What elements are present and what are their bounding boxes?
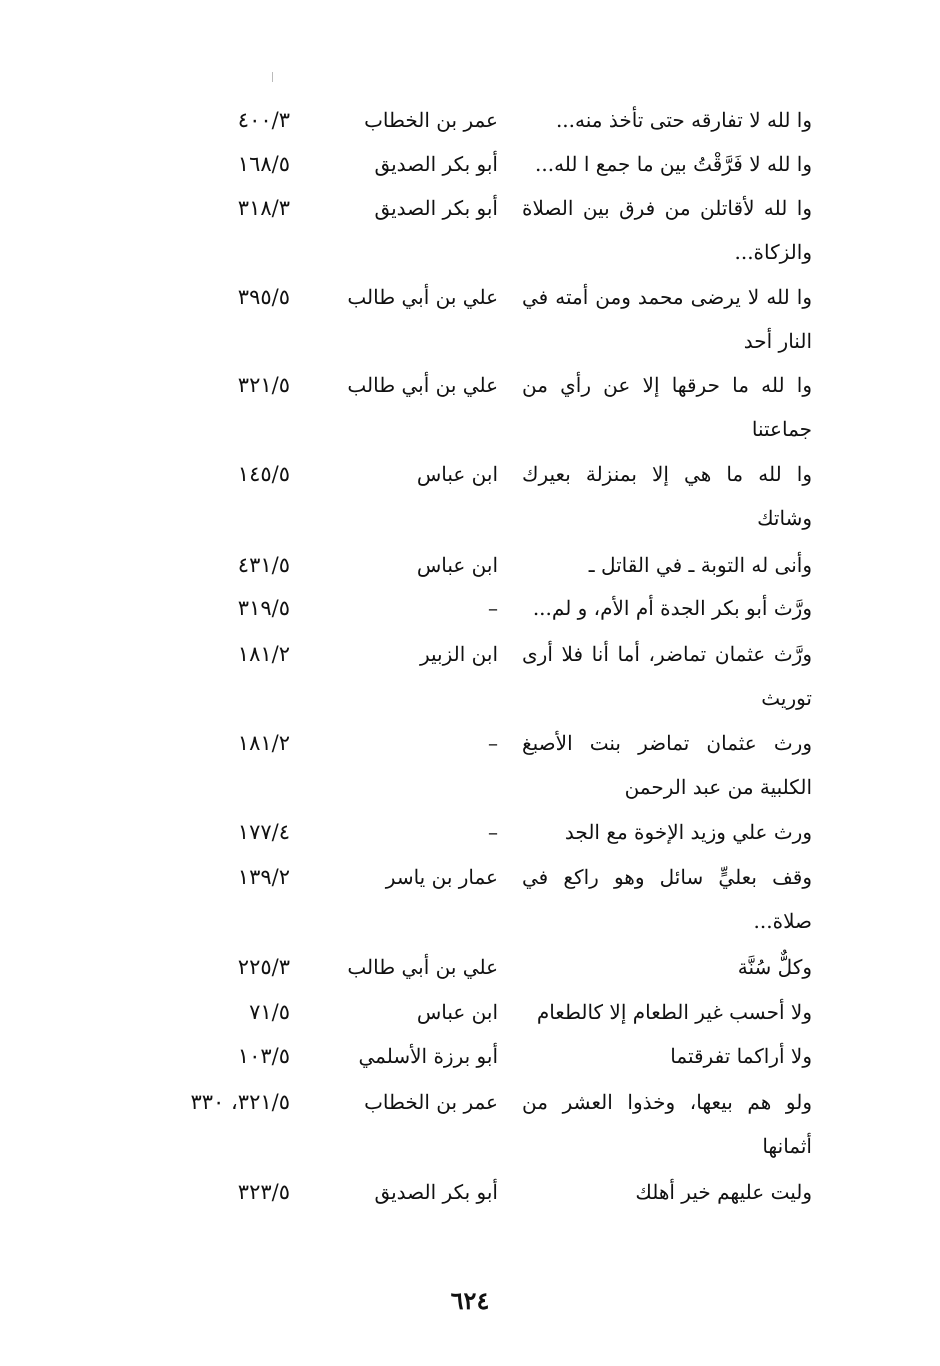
entry-text: ورَّث عثمان تماضر، أما أنا فلا أرى توريث bbox=[522, 642, 812, 710]
index-entry bbox=[0, 945, 940, 989]
entry-text: وا لله ما هي إلا بمنزلة بعيرك وشاتك bbox=[522, 462, 812, 530]
entry-reference: ١٤٥/٥ bbox=[237, 462, 290, 486]
entry-narrator: – bbox=[488, 731, 498, 755]
entry-narrator: – bbox=[488, 596, 498, 620]
entry-text: ولا أراكما تفرقتما bbox=[670, 1044, 812, 1068]
entry-text: وأنى له التوبة ـ في القاتل ـ bbox=[588, 553, 812, 577]
index-entry bbox=[0, 543, 940, 587]
entry-text: وليت عليهم خير أهلك bbox=[635, 1180, 812, 1204]
entry-reference: ٤٣١/٥ bbox=[237, 553, 290, 577]
index-entry bbox=[0, 98, 940, 142]
entry-reference: ٣٩٥/٥ bbox=[237, 285, 290, 309]
entry-narrator: ابن عباس bbox=[416, 1000, 498, 1024]
index-entry bbox=[0, 1080, 940, 1168]
index-entry bbox=[0, 721, 940, 809]
entry-reference: ٣٢١/٥، ٣٣٠ bbox=[190, 1090, 290, 1114]
entry-narrator: – bbox=[488, 820, 498, 844]
entry-text: وا لله لا فَرَّقْتُ بين ما جمع ا لله... bbox=[535, 152, 812, 176]
entry-narrator: أبو بكر الصديق bbox=[374, 152, 498, 176]
entry-reference: ٧١/٥ bbox=[249, 1000, 290, 1024]
entry-reference: ١٧٧/٤ bbox=[237, 820, 290, 844]
index-entry bbox=[0, 1034, 940, 1078]
entry-narrator: أبو بكر الصديق bbox=[374, 1180, 498, 1204]
index-entry bbox=[0, 586, 940, 630]
entry-reference: ٢٢٥/٣ bbox=[237, 955, 290, 979]
entry-text: ورث علي وزيد الإخوة مع الجد bbox=[564, 820, 812, 844]
entry-reference: ١٨١/٢ bbox=[237, 731, 290, 755]
index-entry bbox=[0, 1170, 940, 1214]
entry-text: وقف بعليٍّ سائل وهو راكع في صلاة... bbox=[522, 865, 812, 933]
entry-text: وا لله لأقاتلن من فرق بين الصلاة والزكاة... bbox=[522, 196, 812, 264]
entry-reference: ١٨١/٢ bbox=[237, 642, 290, 666]
index-entry bbox=[0, 855, 940, 943]
index-entry bbox=[0, 452, 940, 540]
entry-narrator: أبو بكر الصديق bbox=[374, 196, 498, 220]
entry-narrator: عمر بن الخطاب bbox=[364, 108, 498, 132]
entry-reference: ٣١٨/٣ bbox=[237, 196, 290, 220]
entry-narrator: علي بن أبي طالب bbox=[347, 373, 498, 397]
entry-text: وا لله لا يرضى محمد ومن أمته في النار أحد bbox=[522, 285, 812, 353]
index-entry bbox=[0, 632, 940, 720]
index-entry bbox=[0, 363, 940, 451]
entry-reference: ٣٢٣/٥ bbox=[237, 1180, 290, 1204]
entry-reference: ٣١٩/٥ bbox=[237, 596, 290, 620]
entry-reference: ١٦٨/٥ bbox=[237, 152, 290, 176]
index-entry bbox=[0, 186, 940, 274]
entry-narrator: أبو برزة الأسلمي bbox=[358, 1044, 498, 1068]
index-entry bbox=[0, 810, 940, 854]
index-entry bbox=[0, 990, 940, 1034]
entry-narrator: ابن عباس bbox=[416, 553, 498, 577]
entry-reference: ١٣٩/٢ bbox=[237, 865, 290, 889]
entry-narrator: ابن الزبير bbox=[419, 642, 498, 666]
entry-narrator: عمار بن ياسر bbox=[385, 865, 498, 889]
top-tick-mark bbox=[272, 72, 273, 82]
index-entry bbox=[0, 275, 940, 363]
entry-text: ولا أحسب غير الطعام إلا كالطعام bbox=[536, 1000, 812, 1024]
entry-narrator: ابن عباس bbox=[416, 462, 498, 486]
page-number: ٦٢٤ bbox=[450, 1286, 490, 1315]
entry-reference: ٤٠٠/٣ bbox=[237, 108, 290, 132]
entry-narrator: علي بن أبي طالب bbox=[347, 285, 498, 309]
entry-text: ورث عثمان تماضر بنت الأصبغ الكلبية من عبد الرحمن bbox=[522, 731, 812, 799]
entry-text: وا لله لا تفارقه حتى تأخذ منه... bbox=[555, 108, 812, 132]
entry-text: وكلٌّ سُنَّة bbox=[737, 955, 812, 979]
index-entry bbox=[0, 142, 940, 186]
entry-reference: ١٠٣/٥ bbox=[237, 1044, 290, 1068]
entry-text: ورَّث أبو بكر الجدة أم الأم، و لم... bbox=[532, 596, 812, 620]
entry-text: وا لله ما حرقها إلا عن رأي من جماعتنا bbox=[522, 373, 812, 441]
entry-text: ولو هم بيعها، وخذوا العشر من أثمانها bbox=[522, 1090, 812, 1158]
entry-reference: ٣٢١/٥ bbox=[237, 373, 290, 397]
entry-narrator: عمر بن الخطاب bbox=[364, 1090, 498, 1114]
entry-narrator: علي بن أبي طالب bbox=[347, 955, 498, 979]
